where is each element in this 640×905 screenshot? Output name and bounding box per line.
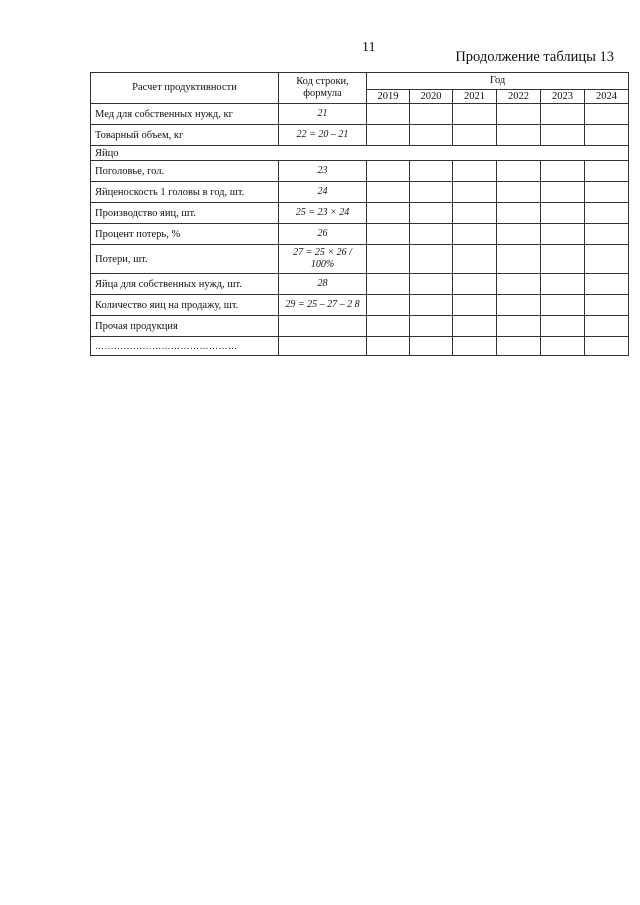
header-year-2024: 2024 [585, 90, 629, 104]
row-code: 29 = 25 – 27 – 2 8 [279, 295, 367, 316]
row-code: 22 = 20 – 21 [279, 125, 367, 146]
cell [367, 295, 410, 316]
table-row [91, 274, 629, 295]
cell [410, 203, 453, 224]
table-row [91, 245, 629, 274]
cell [585, 203, 629, 224]
table-row [91, 224, 629, 245]
row-code: 21 [279, 104, 367, 125]
cell [497, 295, 541, 316]
row-code: 23 [279, 161, 367, 182]
cell [453, 316, 497, 337]
cell [367, 337, 410, 356]
cell [497, 161, 541, 182]
cell [453, 161, 497, 182]
header-year-2021: 2021 [453, 90, 497, 104]
row-label: Процент потерь, % [91, 224, 279, 245]
cell [410, 295, 453, 316]
cell [453, 224, 497, 245]
header-code: Код строки, формула [279, 73, 367, 104]
cell [410, 161, 453, 182]
cell [453, 104, 497, 125]
cell [585, 274, 629, 295]
cell [497, 224, 541, 245]
cell [453, 182, 497, 203]
row-label: Производство яиц, шт. [91, 203, 279, 224]
cell [497, 125, 541, 146]
table-continuation-title: Продолжение таблицы 13 [455, 49, 614, 65]
row-label-placeholder: ……………………………………… [91, 337, 279, 356]
cell [410, 274, 453, 295]
row-code: 28 [279, 274, 367, 295]
cell [410, 182, 453, 203]
table-row [91, 125, 629, 146]
row-label: Количество яиц на продажу, шт. [91, 295, 279, 316]
cell [410, 316, 453, 337]
cell [585, 125, 629, 146]
cell [541, 125, 585, 146]
row-label: Мед для собственных нужд, кг [91, 104, 279, 125]
table-row [91, 316, 629, 337]
row-label: Поголовье, гол. [91, 161, 279, 182]
cell [497, 337, 541, 356]
cell [585, 295, 629, 316]
row-code: 26 [279, 224, 367, 245]
cell [541, 337, 585, 356]
cell [367, 245, 410, 274]
page-number: 11 [362, 40, 376, 55]
cell [410, 125, 453, 146]
cell [367, 316, 410, 337]
cell [497, 316, 541, 337]
cell [497, 245, 541, 274]
table-row [91, 295, 629, 316]
cell [585, 182, 629, 203]
header-year-2020: 2020 [410, 90, 453, 104]
header-calc: Расчет продуктивности [91, 73, 279, 104]
cell [585, 161, 629, 182]
row-code [279, 337, 367, 356]
cell [585, 337, 629, 356]
cell [541, 274, 585, 295]
section-row [91, 146, 629, 161]
cell [541, 203, 585, 224]
cell [497, 182, 541, 203]
cell [453, 125, 497, 146]
cell [541, 182, 585, 203]
cell [410, 104, 453, 125]
row-code: 25 = 23 × 24 [279, 203, 367, 224]
row-label: Товарный объем, кг [91, 125, 279, 146]
cell [367, 203, 410, 224]
header-year-2023: 2023 [541, 90, 585, 104]
cell [453, 245, 497, 274]
table-row [91, 203, 629, 224]
cell [367, 104, 410, 125]
cell [367, 161, 410, 182]
row-code-line: 27 = 25 × 26 / [293, 247, 352, 258]
cell [453, 295, 497, 316]
cell [453, 274, 497, 295]
cell [497, 203, 541, 224]
cell [453, 337, 497, 356]
section-label-eggs: Яйцо [91, 146, 629, 161]
cell [367, 125, 410, 146]
cell [367, 274, 410, 295]
header-year-2019: 2019 [367, 90, 410, 104]
cell [410, 337, 453, 356]
cell [541, 245, 585, 274]
cell [585, 104, 629, 125]
cell [367, 224, 410, 245]
cell [497, 104, 541, 125]
productivity-table [90, 72, 629, 356]
table-row [91, 182, 629, 203]
cell [541, 161, 585, 182]
cell [541, 316, 585, 337]
cell [410, 245, 453, 274]
row-code-line: 100% [310, 259, 335, 270]
row-code [279, 316, 367, 337]
cell [541, 295, 585, 316]
table-row [91, 104, 629, 125]
header-year: Год [367, 73, 629, 90]
row-label: Яйценоскость 1 головы в год, шт. [91, 182, 279, 203]
cell [585, 245, 629, 274]
table-row [91, 161, 629, 182]
cell [367, 182, 410, 203]
row-label: Потери, шт. [91, 245, 279, 274]
cell [541, 224, 585, 245]
cell [497, 274, 541, 295]
cell [541, 104, 585, 125]
section-label-other: Прочая продукция [91, 316, 279, 337]
row-code [279, 245, 367, 274]
header-year-2022: 2022 [497, 90, 541, 104]
row-code: 24 [279, 182, 367, 203]
cell [585, 224, 629, 245]
table-row [91, 337, 629, 356]
cell [585, 316, 629, 337]
cell [410, 224, 453, 245]
cell [453, 203, 497, 224]
row-label: Яйца для собственных нужд, шт. [91, 274, 279, 295]
